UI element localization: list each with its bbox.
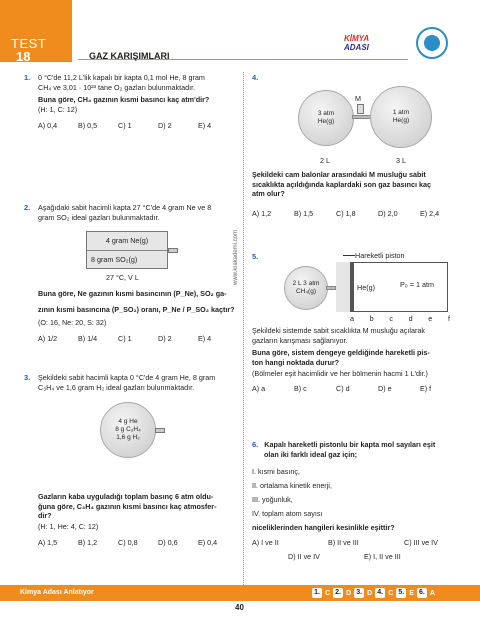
right-balloon: 1 atm He(g): [370, 86, 432, 148]
right-volume: 3 L: [396, 156, 406, 165]
valve-icon: [168, 248, 178, 253]
q2-given: (O: 16, Ne: 20, S: 32): [38, 318, 107, 327]
q4-question: Şekildeki cam balonlar arasındaki M musluğu sabit sıcaklıkta açıldığında kaplardaki son gaz basıncı kaç atm olur?: [252, 170, 431, 199]
q3-option-b[interactable]: B) 1,2: [78, 538, 98, 547]
q2-option-a[interactable]: A) 1/2: [38, 334, 58, 343]
q4-options: [252, 209, 467, 218]
gas-balloon: 4 g He 8 g C₃H₄ 1,6 g H₂: [100, 402, 156, 458]
q6-option-b[interactable]: B) II ve III: [328, 538, 359, 547]
q6-options-row1: [252, 538, 467, 547]
q2-options: [38, 334, 238, 343]
q2-option-e[interactable]: E) 4: [198, 334, 212, 343]
q3-option-a[interactable]: A) 1,5: [38, 538, 58, 547]
q6-option-e[interactable]: E) I, II ve III: [364, 552, 401, 561]
q2-option-d[interactable]: D) 2: [158, 334, 172, 343]
q6-option-c[interactable]: C) III ve IV: [404, 538, 438, 547]
q6-option-d[interactable]: D) II ve IV: [288, 552, 320, 561]
question-1: 1. 0 °C'de 11,2 L'lik kapalı bir kapta 0,1 mol He, 8 gram CH₄ ve 3,01 · 10²³ tane O₂ gazları bulunmaktadır. Buna göre, CH₄ gazının kısmi basıncı kaç atm'dir? (H: 1, C: 12) A) 0,4 B) 0,5 C) 1 D) 2 E) 4: [38, 73, 238, 131]
q5-option-c[interactable]: C) d: [336, 384, 350, 393]
q3-option-d[interactable]: D) 0,6: [158, 538, 178, 547]
q1-option-b[interactable]: B) 0,5: [78, 121, 98, 131]
q3-option-c[interactable]: C) 0,8: [118, 538, 138, 547]
q5-number: 5.: [252, 252, 259, 261]
q2-question: Buna göre, Ne gazının kısmi basıncının (P_Ne), SO₂ ga- zının kısmi basıncına (P_SO₂) oranı, P_Ne / P_SO₂ kaçtır?: [38, 289, 235, 314]
test-label: TEST: [11, 36, 47, 51]
q5-options: [252, 384, 467, 393]
piston-arrow: [343, 255, 355, 256]
q5-question: Şekildeki sistemde sabit sıcaklıkta M musluğu açılarak gazların karışması sağlanıyor. Buna göre, sistem dengeye geldiğinde hareketli pis- ton hangi noktada durur? (Bölmeler eşit hacimlidir ve her bölmenin hacmi 1 L'dir.): [252, 326, 430, 379]
container-caption: 27 °C, V L: [106, 273, 139, 282]
valve-label: M: [355, 94, 361, 103]
q4-option-c[interactable]: C) 1,8: [336, 209, 356, 218]
connecting-tube: [352, 115, 372, 119]
q1-option-a[interactable]: A) 0,4: [38, 121, 58, 131]
q4-option-d[interactable]: D) 2,0: [378, 209, 398, 218]
question-2: 2. Aşağıdaki sabit hacimli kapta 27 °C'de 4 gram Ne ve 8 gram SO₂ ideal gazları bulunmaktadır.: [24, 203, 212, 222]
question-3: 3. Şekildeki sabit hacimli kapta 0 °C'de 4 gram He, 8 gram C₃H₄ ve 1,6 gram H₂ ideal gazları bulunmaktadır.: [24, 373, 216, 392]
q6-question: niceliklerinden hangileri kesinlikle eşittir?: [252, 523, 395, 532]
position-marks: a b c d e f: [350, 314, 450, 323]
page-number: 40: [235, 603, 244, 612]
kimya-adasi-logo: KİMYA ADASI: [344, 34, 370, 52]
page-title: GAZ KARIŞIMLARI: [89, 51, 170, 61]
q2-option-b[interactable]: B) 1/4: [78, 334, 98, 343]
q5-option-e[interactable]: E) f: [420, 384, 432, 393]
q3-given: (H: 1, He: 4, C: 12): [38, 522, 99, 531]
footer-text: Kimya Adası Anlatıyor: [20, 589, 94, 596]
valve-icon: [155, 428, 165, 433]
left-balloon: 3 atm He(g): [298, 90, 354, 146]
q1-option-e[interactable]: E) 4: [198, 121, 212, 131]
q3-question: Gazların kaba uyguladığı toplam basınç 6 atm oldu- ğuna göre, C₃H₄ gazının kısmi basıncı kaç atmosfer- dir?: [38, 492, 217, 521]
q2-option-c[interactable]: C) 1: [118, 334, 132, 343]
q4-option-a[interactable]: A) 1,2: [252, 209, 272, 218]
outer-pressure: P₀ = 1 atm: [400, 280, 434, 289]
chamber-label: He(g): [357, 283, 375, 292]
gas-container: 4 gram Ne(g) 8 gram SO₂(g): [86, 231, 168, 269]
vertical-url: www.krakademi.com: [233, 229, 239, 285]
publisher-logo-icon: [416, 27, 448, 59]
q4-option-e[interactable]: E) 2,4: [420, 209, 440, 218]
q1-option-c[interactable]: C) 1: [118, 121, 132, 131]
q5-option-d[interactable]: D) e: [378, 384, 392, 393]
answer-key: 1. C 2. D 3. D 4. C 5. E 6. A: [312, 588, 435, 598]
q4-number: 4.: [252, 73, 259, 82]
q6-option-a[interactable]: A) I ve II: [252, 538, 279, 547]
q5-option-b[interactable]: B) c: [294, 384, 307, 393]
column-divider: [243, 72, 244, 587]
q6-items: I. kısmi basınç, II. ortalama kinetik enerji, III. yoğunluk, IV. toplam atom sayısı: [252, 467, 332, 518]
q3-option-e[interactable]: E) 0,4: [198, 538, 218, 547]
q5-option-a[interactable]: A) a: [252, 384, 266, 393]
piston-label: Hareketli piston: [355, 251, 405, 260]
valve-m-icon: [357, 104, 364, 114]
q4-option-b[interactable]: B) 1,5: [294, 209, 314, 218]
question-6: 6. Kapalı hareketli pistonlu bir kapta mol sayıları eşit olan iki farklı ideal gaz için;: [252, 440, 436, 459]
valve-icon: [326, 286, 336, 290]
q3-options: [38, 538, 238, 547]
test-number: 18: [16, 49, 31, 64]
q1-option-d[interactable]: D) 2: [158, 121, 172, 131]
q6-options-row2: [288, 552, 468, 561]
left-volume: 2 L: [320, 156, 330, 165]
piston[interactable]: [350, 262, 354, 312]
ch4-balloon: 2 L 3 atm CH₄(g): [284, 266, 328, 310]
q1-options: [38, 121, 238, 131]
